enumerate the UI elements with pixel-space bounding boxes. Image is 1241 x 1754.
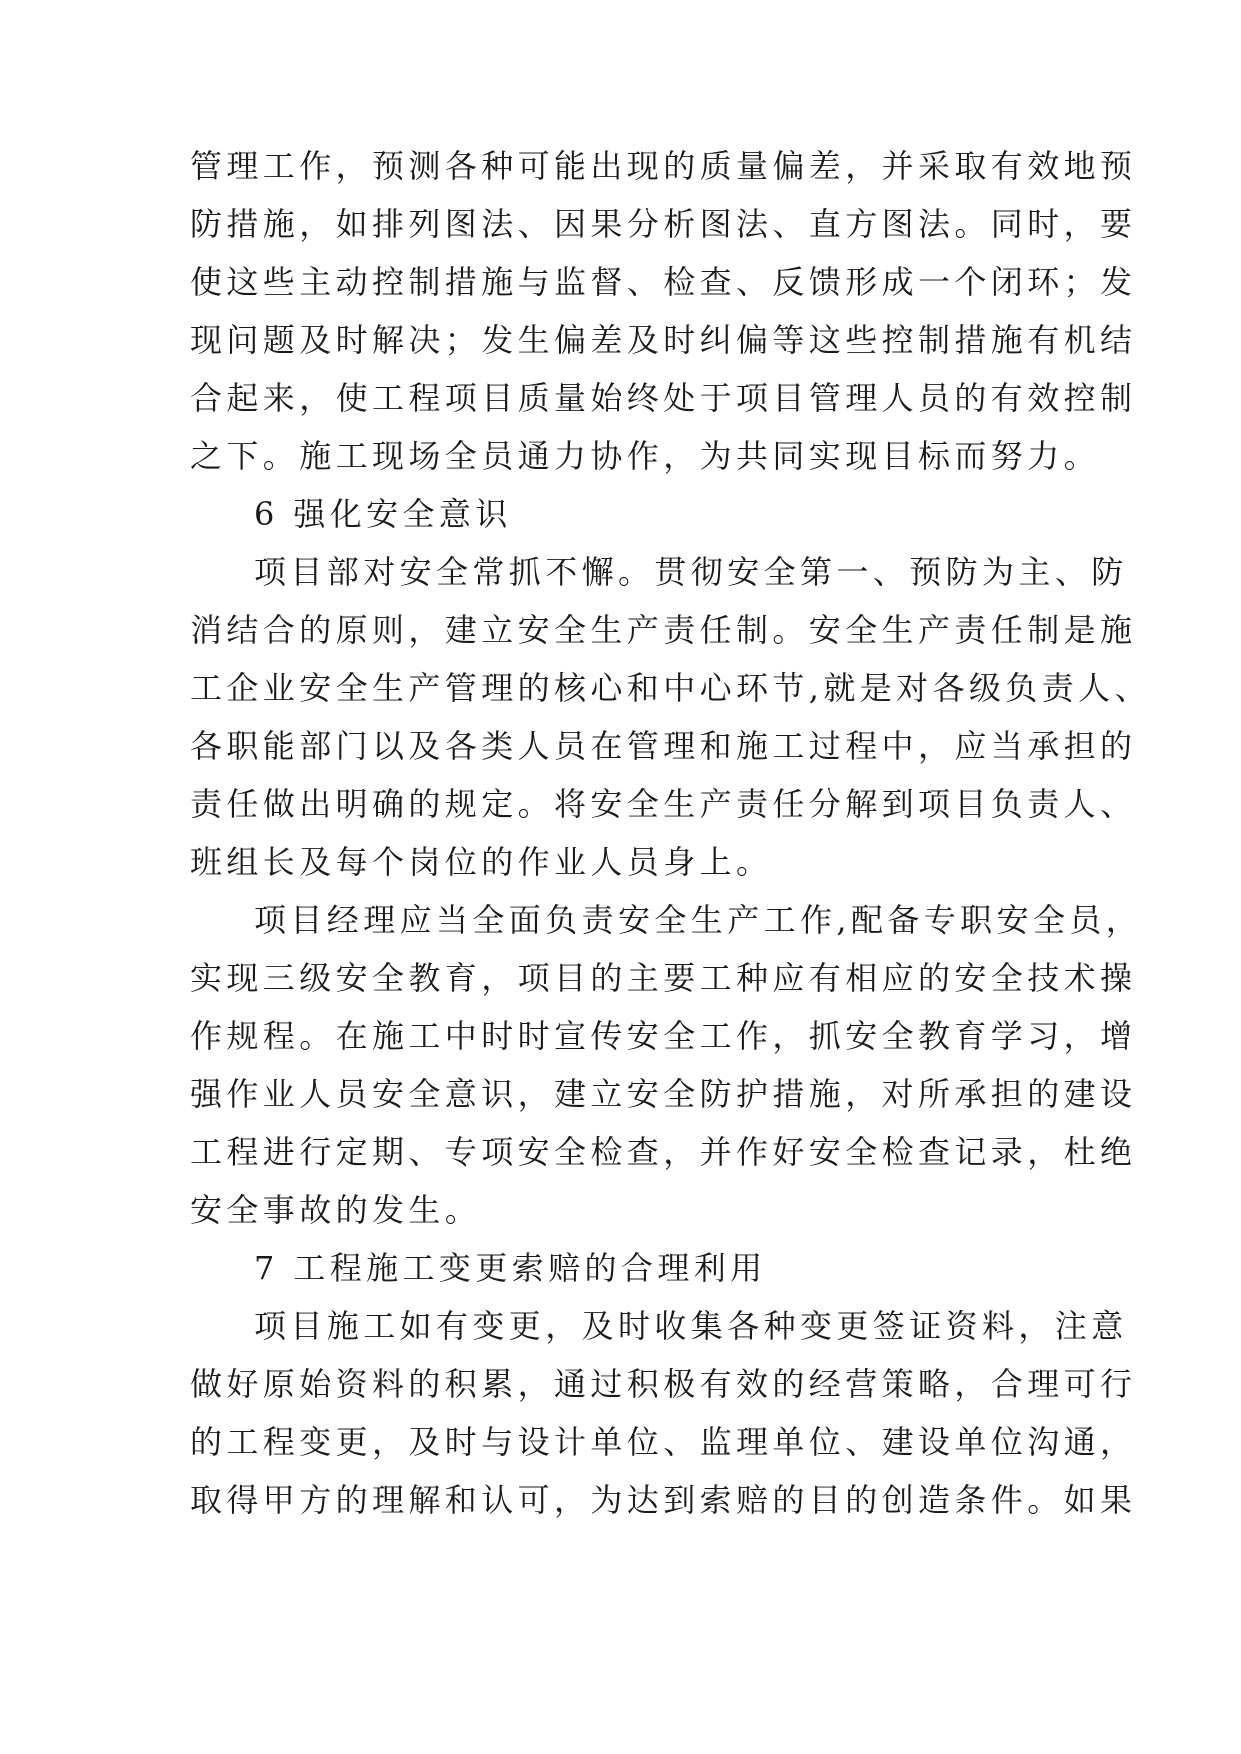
text-line: 班组长及每个岗位的作业人员身上。 (190, 843, 773, 881)
text-line: 各职能部门以及各类人员在管理和施工过程中，应当承担的 (190, 727, 1137, 765)
text-line: 消结合的原则，建立安全生产责任制。安全生产责任制是施 (190, 611, 1137, 649)
text-line: 作规程。在施工中时时宣传安全工作，抓安全教育学习，增 (190, 1017, 1137, 1055)
text-line: 责任做出明确的规定。将安全生产责任分解到项目负责人、 (190, 785, 1137, 823)
text-line: 项目部对安全常抓不懈。贯彻安全第一、预防为主、防 (254, 553, 1128, 591)
text-line: 项目施工如有变更，及时收集各种变更签证资料，注意 (254, 1307, 1128, 1345)
text-line: 安全事故的发生。 (190, 1191, 482, 1229)
section-heading: 7 工程施工变更索赔的合理利用 (254, 1249, 767, 1287)
text-line: 工程进行定期、专项安全检查，并作好安全检查记录，杜绝 (190, 1133, 1137, 1171)
text-line: 强作业人员安全意识，建立安全防护措施，对所承担的建设 (190, 1075, 1137, 1113)
text-line: 现问题及时解决；发生偏差及时纠偏等这些控制措施有机结 (190, 321, 1137, 359)
text-line: 取得甲方的理解和认可，为达到索赔的目的创造条件。如果 (190, 1481, 1137, 1519)
text-line: 工企业安全生产管理的核心和中心环节,就是对各级负责人、 (190, 669, 1151, 707)
text-line: 合起来，使工程项目质量始终处于项目管理人员的有效控制 (190, 379, 1137, 417)
text-line: 防措施，如排列图法、因果分析图法、直方图法。同时，要 (190, 205, 1137, 243)
section-heading: 6 强化安全意识 (254, 495, 512, 533)
text-line: 使这些主动控制措施与监督、检查、反馈形成一个闭环；发 (190, 263, 1137, 301)
text-line: 做好原始资料的积累，通过积极有效的经营策略，合理可行 (190, 1365, 1137, 1403)
text-line: 实现三级安全教育，项目的主要工种应有相应的安全技术操 (190, 959, 1137, 997)
text-line: 的工程变更，及时与设计单位、监理单位、建设单位沟通， (190, 1423, 1137, 1461)
text-line: 管理工作，预测各种可能出现的质量偏差，并采取有效地预 (190, 147, 1137, 185)
text-line: 项目经理应当全面负责安全生产工作,配备专职安全员， (254, 901, 1143, 939)
text-line: 之下。施工现场全员通力协作，为共同实现目标而努力。 (190, 437, 1101, 475)
